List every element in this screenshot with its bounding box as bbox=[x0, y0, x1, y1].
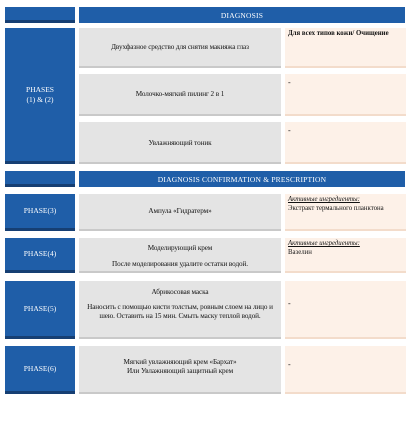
phase-3-note-text: Экстракт термального планктона bbox=[288, 204, 384, 212]
phase-5-product: Абрикосовая маска bbox=[151, 288, 209, 296]
phases-1-2-label: PHASES (1) & (2) bbox=[5, 28, 75, 164]
phase-5-note: - bbox=[285, 281, 406, 339]
phase-6-product: Мягкий увлажняющий крем «Бархат» bbox=[123, 358, 237, 366]
phase-6-cell bbox=[79, 346, 281, 394]
toner-product: Увлажняющий тоник bbox=[79, 122, 281, 164]
phase-4-cell bbox=[79, 238, 281, 273]
confirmation-left-cell bbox=[5, 171, 75, 187]
diagnosis-header: DIAGNOSIS bbox=[79, 7, 405, 23]
phase-4-note-heading: Активные ингредиенты: bbox=[288, 240, 360, 247]
phase-6-label: PHASE(6) bbox=[5, 346, 75, 394]
phase-4-detail: После моделирования удалите остатки водой. bbox=[112, 260, 248, 268]
phase-2-product: Молочко-мягкий пилинг 2 в 1 bbox=[79, 74, 281, 116]
phase-3-product: Ампула «Гидратерм» bbox=[79, 194, 281, 231]
phase-4-note bbox=[285, 238, 406, 273]
phase-6-detail: Или Увлажняющий защитный крем bbox=[126, 367, 234, 375]
phase-5-label: PHASE(5) bbox=[5, 281, 75, 339]
phase-3-label: PHASE(3) bbox=[5, 194, 75, 231]
phase-4-note-text: Вазелин bbox=[288, 248, 312, 256]
phase-5-detail: Наносить с помощью кисти толстым, ровным слоем на лицо и шею. Оставить на 15 мин. Смыть маску теплой водой. bbox=[87, 303, 273, 320]
phase-6-note: - bbox=[285, 346, 406, 394]
phase-1-product: Двухфазное средство для снятия макияжа глаз bbox=[79, 28, 281, 68]
phase-4-label: PHASE(4) bbox=[5, 238, 75, 273]
phase-1-note-text: Для всех типов кожи/ Очищение bbox=[288, 30, 389, 37]
toner-note: - bbox=[285, 122, 406, 164]
phase-3-note bbox=[285, 194, 406, 231]
phase-1-note bbox=[285, 28, 406, 68]
phase-3-note-heading: Активные ингредиенты: bbox=[288, 196, 360, 203]
confirmation-header: DIAGNOSIS CONFIRMATION & PRESCRIPTION bbox=[79, 171, 405, 187]
phase-2-note: - bbox=[285, 74, 406, 116]
phase-5-cell bbox=[79, 281, 281, 339]
header-left-cell bbox=[5, 7, 75, 23]
phase-4-product: Моделирующий крем bbox=[147, 244, 213, 252]
